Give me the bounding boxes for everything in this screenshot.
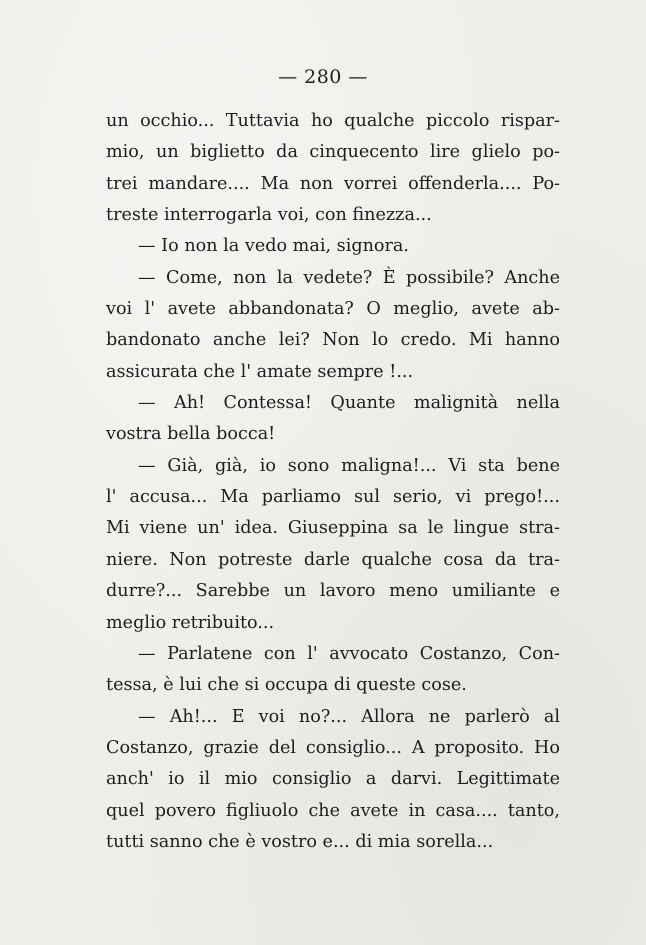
text-line: treste interrogarla voi, con finezza... bbox=[106, 205, 432, 226]
text-line: mio, un biglietto da cinquecento lire glielo po- bbox=[106, 142, 560, 163]
page-number: — 280 — bbox=[278, 66, 368, 88]
text-line: — Come, non la vedete? È possibile? Anche bbox=[138, 267, 560, 288]
text-line: trei mandare.... Ma non vorrei offenderla.... Po- bbox=[106, 173, 560, 194]
text-line: — Ah!... E voi no?... Allora ne parlerò al bbox=[138, 706, 560, 727]
text-line: assicurata che l' amate sempre !... bbox=[106, 361, 414, 382]
text-line: tessa, è lui che si occupa di queste cose. bbox=[106, 675, 467, 696]
text-line: Costanzo, grazie del consiglio... A proposito. Ho bbox=[106, 737, 560, 758]
text-line: bandonato anche lei? Non lo credo. Mi hanno bbox=[106, 330, 560, 351]
text-line: vostra bella bocca! bbox=[106, 424, 276, 445]
text-line: — Io non la vedo mai, signora. bbox=[138, 236, 409, 257]
text-line: voi l' avete abbandonata? O meglio, avete ab- bbox=[106, 299, 560, 320]
text-line: meglio retribuito... bbox=[106, 612, 275, 633]
text-line: anch' io il mio consiglio a darvi. Legittimate bbox=[106, 769, 560, 790]
body-text bbox=[106, 106, 560, 858]
text-line: l' accusa... Ma parliamo sul serio, vi prego!... bbox=[106, 487, 560, 508]
text-line: Mi viene un' idea. Giuseppina sa le lingue stra- bbox=[106, 518, 560, 539]
text-line: niere. Non potreste darle qualche cosa da tra- bbox=[106, 549, 560, 570]
text-line: quel povero figliuolo che avete in casa.... tanto, bbox=[106, 800, 560, 821]
text-line: tutti sanno che è vostro e... di mia sorella... bbox=[106, 831, 494, 852]
text-line: un occhio... Tuttavia ho qualche piccolo rispar- bbox=[106, 111, 560, 131]
text-line: — Ah! Contessa! Quante malignità nella bbox=[138, 393, 560, 414]
text-line: durre?... Sarebbe un lavoro meno umiliante e bbox=[106, 581, 560, 602]
text-line: — Parlatene con l' avvocato Costanzo, Con- bbox=[138, 643, 560, 664]
text-line: — Già, già, io sono maligna!... Vi sta bene bbox=[138, 455, 560, 476]
